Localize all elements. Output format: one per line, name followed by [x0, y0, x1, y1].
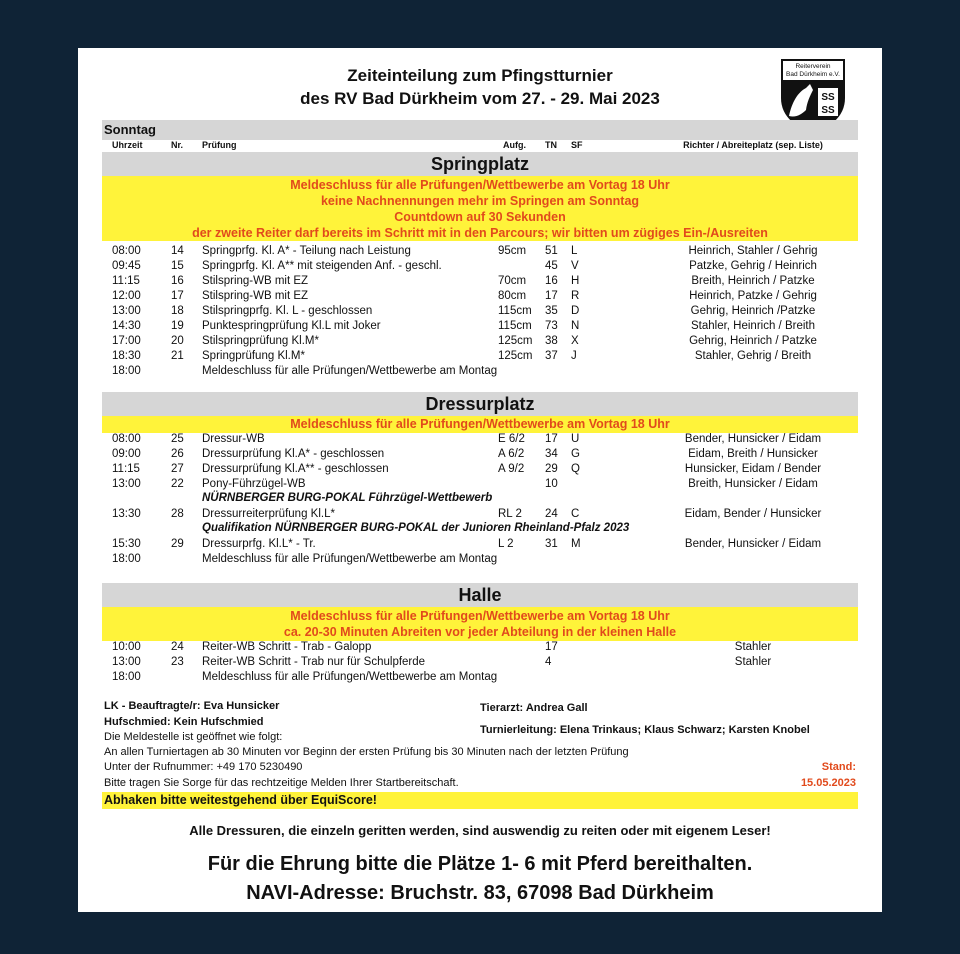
- cell-sf: N: [571, 320, 580, 332]
- cell-judges: Stahler, Gehrig / Breith: [694, 350, 812, 362]
- tierarzt-info: Tierarzt: Andrea Gall: [480, 702, 588, 714]
- cell-sf: X: [571, 335, 579, 347]
- table-row: [78, 553, 882, 568]
- cell-nr: 14: [171, 245, 184, 257]
- cell-time: 08:00: [112, 245, 141, 257]
- cell-time: 13:00: [112, 305, 141, 317]
- svg-text:Reiterverein: Reiterverein: [795, 63, 831, 70]
- cell-sf: V: [571, 260, 579, 272]
- table-row: [78, 260, 882, 275]
- cell-name: Meldeschluss für alle Prüfungen/Wettbewerbe am Montag: [202, 365, 498, 377]
- cell-name: Springprfg. Kl. A* - Teilung nach Leistung: [202, 245, 411, 257]
- table-row: [78, 245, 882, 260]
- meldestelle-info: Die Meldestelle ist geöffnet wie folgt:: [104, 731, 283, 743]
- cell-name: Meldeschluss für alle Prüfungen/Wettbewerbe am Montag: [202, 671, 498, 683]
- cell-time: 09:00: [112, 448, 141, 460]
- stand-date: 15.05.2023: [800, 777, 856, 789]
- springplatz-notice: keine Nachnennungen mehr im Springen am Sonntag: [320, 194, 640, 208]
- table-row: [78, 275, 882, 290]
- cell-judges: Gehrig, Heinrich /Patzke: [690, 305, 816, 317]
- cell-judges: Stahler: [734, 656, 772, 668]
- halle-notice: ca. 20-30 Minuten Abreiten vor jeder Abteilung in der kleinen Halle: [283, 625, 677, 639]
- cell-tn: 17: [545, 290, 558, 302]
- cell-sf: R: [571, 290, 580, 302]
- cell-aufg: 70cm: [498, 275, 527, 287]
- table-row: [78, 478, 882, 493]
- cell-sf: G: [571, 448, 580, 460]
- cell-tn: 29: [545, 463, 558, 475]
- cell-name: Dressur-WB: [202, 433, 265, 445]
- cell-nr: 19: [171, 320, 184, 332]
- cell-nr: 24: [171, 641, 184, 653]
- dressur-note: Alle Dressuren, die einzeln geritten werden, sind auswendig zu reiten oder mit eigenem Leser!: [189, 823, 771, 838]
- table-row: [78, 641, 882, 656]
- cell-tn: 4: [545, 656, 552, 668]
- title-line-1: Zeiteinteilung zum Pfingstturnier: [347, 66, 613, 85]
- cell-tn: 51: [545, 245, 558, 257]
- cell-judges: Bender, Hunsicker / Eidam: [684, 433, 822, 445]
- cell-time: 13:00: [112, 656, 141, 668]
- cell-tn: 34: [545, 448, 558, 460]
- table-row: [78, 538, 882, 553]
- table-row: [78, 463, 882, 478]
- cell-aufg: 125cm: [498, 350, 533, 362]
- cell-name: Reiter-WB Schritt - Trab nur für Schulpferde: [202, 656, 426, 668]
- cell-nr: 27: [171, 463, 184, 475]
- col-name: Prüfung: [202, 140, 237, 150]
- cell-aufg: 80cm: [498, 290, 527, 302]
- navi-address: NAVI-Adresse: Bruchstr. 83, 67098 Bad Dürkheim: [246, 882, 714, 904]
- col-judges: Richter / Abreiteplatz (sep. Liste): [683, 140, 823, 150]
- cell-nr: 25: [171, 433, 184, 445]
- cell-nr: 28: [171, 508, 184, 520]
- cell-name: Dressurprfg. Kl.L* - Tr.: [202, 538, 316, 550]
- ehrung-note: Für die Ehrung bitte die Plätze 1- 6 mit Pferd bereithalten.: [207, 853, 753, 875]
- table-row: [78, 365, 882, 380]
- cell-judges: Breith, Hunsicker / Eidam: [688, 478, 818, 490]
- col-tn: TN: [545, 140, 557, 150]
- table-row: [78, 508, 882, 523]
- cell-sf: D: [571, 305, 580, 317]
- cell-sf: U: [571, 433, 580, 445]
- cell-name: Dressurprüfung Kl.A* - geschlossen: [202, 448, 385, 460]
- cell-sf: L: [571, 245, 578, 257]
- dressur-subtitle: Qualifikation NÜRNBERGER BURG-POKAL der Junioren Rheinland-Pfalz 2023: [202, 522, 630, 534]
- cell-name: Dressurprüfung Kl.A** - geschlossen: [202, 463, 389, 475]
- cell-sf: M: [571, 538, 581, 550]
- cell-name: Stilspring-WB mit EZ: [202, 275, 309, 287]
- dressurplatz-heading: Dressurplatz: [425, 394, 535, 414]
- cell-sf: Q: [571, 463, 580, 475]
- cell-judges: Bender, Hunsicker / Eidam: [684, 538, 822, 550]
- cell-aufg: 95cm: [498, 245, 527, 257]
- dressurplatz-notice: Meldeschluss für alle Prüfungen/Wettbewerbe am Vortag 18 Uhr: [290, 417, 670, 431]
- springplatz-notice: Countdown auf 30 Sekunden: [394, 210, 566, 224]
- cell-name: Dressurreiterprüfung Kl.L*: [202, 508, 335, 520]
- cell-time: 18:00: [112, 553, 141, 565]
- col-nr: Nr.: [171, 140, 184, 150]
- cell-time: 18:00: [112, 365, 141, 377]
- cell-name: Stilspringprüfung Kl.M*: [202, 335, 319, 347]
- phone-info: Unter der Rufnummer: +49 170 5230490: [104, 761, 303, 773]
- cell-judges: Hunsicker, Eidam / Bender: [684, 463, 822, 475]
- cell-nr: 15: [171, 260, 184, 272]
- table-row: [78, 290, 882, 305]
- springplatz-notice: Meldeschluss für alle Prüfungen/Wettbewerbe am Vortag 18 Uhr: [290, 178, 670, 192]
- cell-aufg: L 2: [498, 538, 514, 550]
- cell-name: Stilspringprfg. Kl. L - geschlossen: [202, 305, 373, 317]
- cell-nr: 17: [171, 290, 184, 302]
- svg-text:SS: SS: [821, 92, 835, 103]
- cell-time: 10:00: [112, 641, 141, 653]
- cell-judges: Breith, Heinrich / Patzke: [691, 275, 815, 287]
- cell-name: Springprüfung Kl.M*: [202, 350, 305, 362]
- lk-info: LK - Beauftragte/r: Eva Hunsicker: [104, 700, 280, 712]
- cell-aufg: A 6/2: [498, 448, 525, 460]
- cell-nr: 29: [171, 538, 184, 550]
- cell-sf: C: [571, 508, 580, 520]
- springplatz-notice: der zweite Reiter darf bereits im Schritt mit in den Parcours; wir bitten um zügiges Ein-/Ausreiten: [192, 226, 768, 240]
- title-line-2: des RV Bad Dürkheim vom 27. - 29. Mai 2023: [300, 89, 660, 108]
- cell-nr: 20: [171, 335, 184, 347]
- cell-time: 12:00: [112, 290, 141, 302]
- col-time: Uhrzeit: [112, 140, 143, 150]
- table-row: [78, 320, 882, 335]
- cell-time: 18:00: [112, 671, 141, 683]
- cell-time: 15:30: [112, 538, 141, 550]
- cell-time: 18:30: [112, 350, 141, 362]
- cell-tn: 10: [545, 478, 558, 490]
- cell-tn: 38: [545, 335, 558, 347]
- table-row: [78, 305, 882, 320]
- halle-notice: Meldeschluss für alle Prüfungen/Wettbewerbe am Vortag 18 Uhr: [290, 609, 670, 623]
- cell-nr: 18: [171, 305, 184, 317]
- cell-judges: Patzke, Gehrig / Heinrich: [689, 260, 817, 272]
- cell-name: Pony-Führzügel-WB: [202, 478, 306, 490]
- cell-aufg: 115cm: [498, 305, 532, 317]
- cell-time: 17:00: [112, 335, 141, 347]
- cell-time: 14:30: [112, 320, 141, 332]
- svg-text:Bad Dürkheim e.V.: Bad Dürkheim e.V.: [786, 71, 840, 78]
- svg-text:SS: SS: [821, 105, 835, 116]
- cell-time: 08:00: [112, 433, 141, 445]
- day-label: Sonntag: [104, 122, 156, 137]
- cell-judges: Heinrich, Patzke / Gehrig: [689, 290, 817, 302]
- stand-label: Stand:: [821, 761, 856, 773]
- cell-aufg: 115cm: [498, 320, 532, 332]
- cell-tn: 35: [545, 305, 558, 317]
- cell-tn: 16: [545, 275, 558, 287]
- cell-judges: Stahler: [734, 641, 772, 653]
- table-row: [78, 656, 882, 671]
- cell-time: 11:15: [112, 463, 140, 475]
- cell-judges: Gehrig, Heinrich / Patzke: [689, 335, 817, 347]
- col-sf: SF: [571, 140, 583, 150]
- cell-nr: 26: [171, 448, 184, 460]
- halle-heading: Halle: [458, 585, 502, 605]
- cell-tn: 31: [545, 538, 558, 550]
- cell-name: Stilspring-WB mit EZ: [202, 290, 309, 302]
- cell-judges: Eidam, Breith / Hunsicker: [688, 448, 818, 460]
- cell-time: 11:15: [112, 275, 140, 287]
- cell-tn: 24: [545, 508, 558, 520]
- care-info: Bitte tragen Sie Sorge für das rechtzeitige Melden Ihrer Startbereitschaft.: [104, 777, 459, 789]
- cell-judges: Heinrich, Stahler / Gehrig: [688, 245, 818, 257]
- cell-nr: 22: [171, 478, 184, 490]
- cell-aufg: A 9/2: [498, 463, 525, 475]
- turnierleitung-info: Turnierleitung: Elena Trinkaus; Klaus Schwarz; Karsten Knobel: [480, 724, 810, 736]
- cell-tn: 45: [545, 260, 558, 272]
- cell-aufg: 125cm: [498, 335, 533, 347]
- opening-info: An allen Turniertagen ab 30 Minuten vor Beginn der ersten Prüfung bis 30 Minuten nach der letzten Prüfung: [104, 746, 629, 758]
- hufschmied-info: Hufschmied: Kein Hufschmied: [104, 716, 264, 728]
- table-row: [78, 335, 882, 350]
- cell-aufg: E 6/2: [498, 433, 525, 445]
- cell-time: 13:30: [112, 508, 141, 520]
- cell-time: 13:00: [112, 478, 141, 490]
- cell-tn: 37: [545, 350, 558, 362]
- cell-name: Springprfg. Kl. A** mit steigenden Anf. - geschl.: [202, 260, 442, 272]
- cell-tn: 73: [545, 320, 558, 332]
- day-bar: [102, 120, 858, 140]
- cell-nr: 23: [171, 656, 184, 668]
- table-row: [78, 448, 882, 463]
- cell-name: Punktespringprüfung Kl.L mit Joker: [202, 320, 381, 332]
- cell-sf: J: [571, 350, 577, 362]
- table-row: [78, 671, 882, 686]
- table-row: [78, 433, 882, 448]
- cell-tn: 17: [545, 433, 558, 445]
- cell-name: Reiter-WB Schritt - Trab - Galopp: [202, 641, 372, 653]
- springplatz-heading: Springplatz: [431, 154, 529, 174]
- table-row: [78, 350, 882, 365]
- cell-judges: Eidam, Bender / Hunsicker: [684, 508, 822, 520]
- col-aufg: Aufg.: [503, 140, 526, 150]
- cell-time: 09:45: [112, 260, 141, 272]
- equiscore-note: Abhaken bitte weitestgehend über EquiScore!: [104, 793, 377, 807]
- cell-name: Meldeschluss für alle Prüfungen/Wettbewerbe am Montag: [202, 553, 498, 565]
- cell-judges: Stahler, Heinrich / Breith: [690, 320, 815, 332]
- cell-tn: 17: [545, 641, 558, 653]
- cell-aufg: RL 2: [498, 508, 522, 520]
- cell-nr: 21: [171, 350, 184, 362]
- cell-nr: 16: [171, 275, 184, 287]
- cell-sf: H: [571, 275, 580, 287]
- schedule-sheet: [78, 48, 882, 912]
- dressur-subtitle: NÜRNBERGER BURG-POKAL Führzügel-Wettbewerb: [202, 492, 493, 504]
